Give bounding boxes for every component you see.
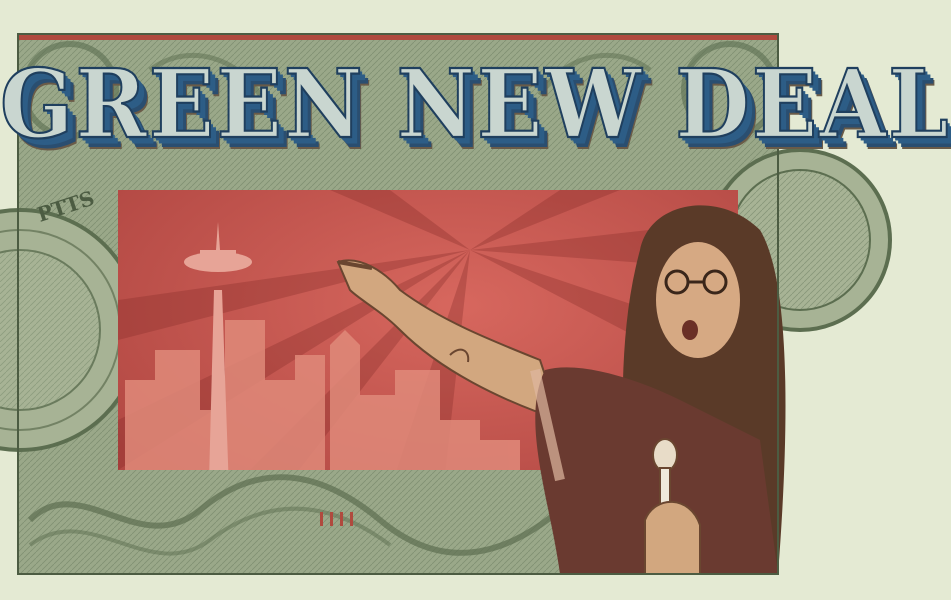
- seal-text: PTTS: [34, 185, 98, 227]
- green-new-deal-title: GREEN NEW DEAL: [0, 48, 951, 161]
